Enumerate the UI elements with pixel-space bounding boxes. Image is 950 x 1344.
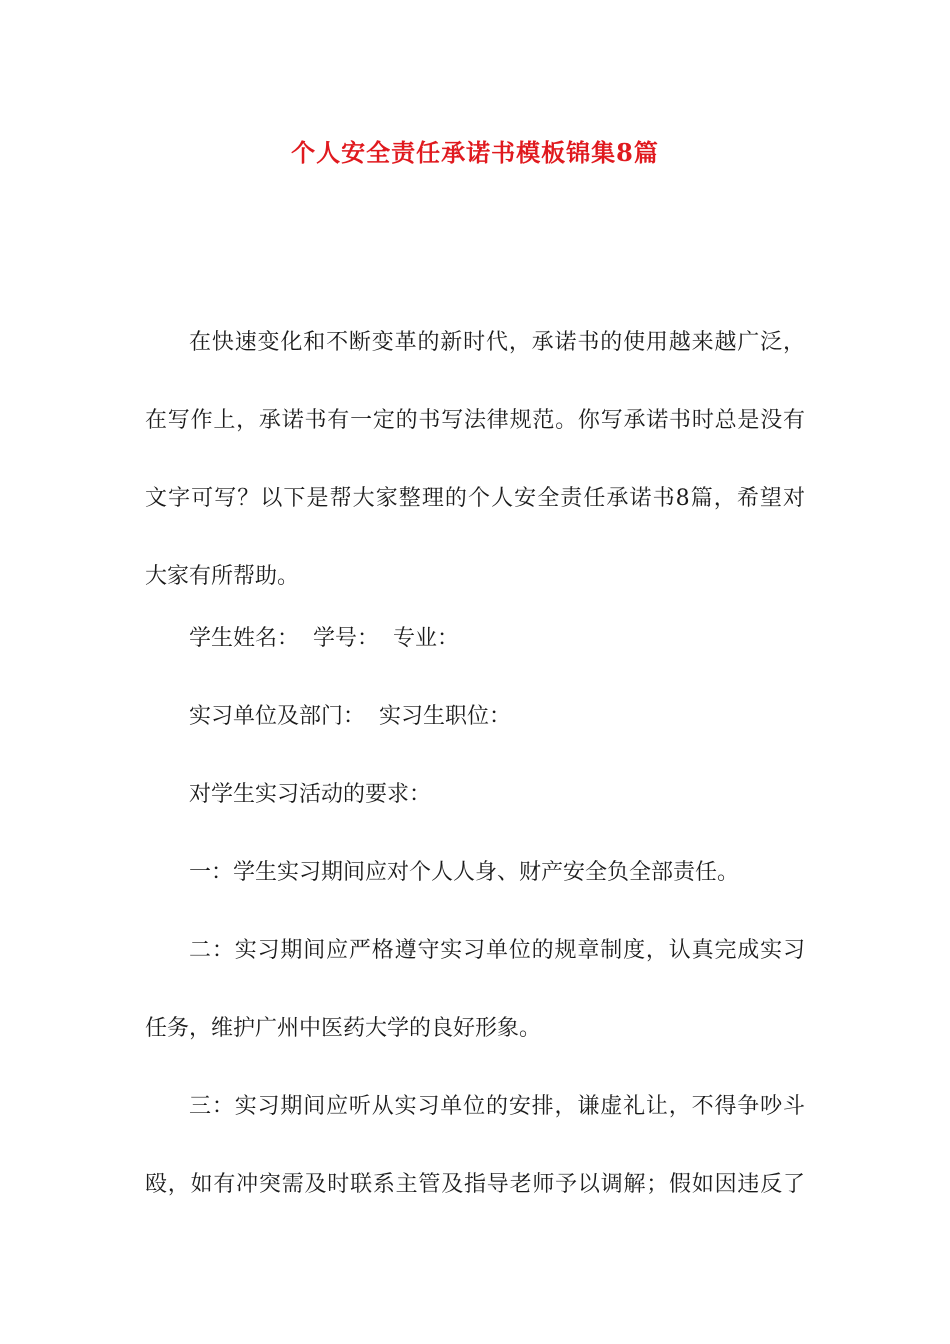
student-fields: 学生姓名： 学号： 专业： [189, 626, 459, 651]
requirement-item-2 [145, 932, 805, 1048]
unit-info-line [145, 698, 805, 736]
requirement-1-line-1: 一：学生实习期间应对个人人身、财产安全负全部责任。 [189, 860, 740, 885]
requirements-heading [145, 776, 805, 814]
requirement-item-1 [145, 854, 805, 892]
intro-line-2: 在写作上，承诺书有一定的书写法律规范。你写承诺书时总是没有 [145, 408, 805, 433]
document-title: 个人安全责任承诺书模板锦集8篇 [291, 138, 659, 167]
intro-line-1: 在快速变化和不断变革的新时代，承诺书的使用越来越广泛， [189, 330, 805, 355]
requirement-item-3 [145, 1088, 805, 1204]
requirement-3-line-1: 三：实习期间应听从实习单位的安排，谦虚礼让，不得争吵斗 [189, 1094, 805, 1119]
requirement-2-line-1: 二：实习期间应严格遵守实习单位的规章制度，认真完成实习 [189, 938, 805, 963]
intro-line-4: 大家有所帮助。 [145, 564, 300, 589]
intro-line-3: 文字可写？以下是帮大家整理的个人安全责任承诺书8篇，希望对 [145, 486, 805, 511]
student-info-line [145, 620, 805, 658]
intro-paragraph [145, 324, 805, 596]
requirements-heading-text: 对学生实习活动的要求： [189, 782, 432, 807]
unit-fields: 实习单位及部门： 实习生职位： [189, 704, 511, 729]
requirement-3-line-2: 殴，如有冲突需及时联系主管及指导老师予以调解；假如因违反了 [145, 1172, 805, 1197]
requirement-2-line-2: 任务，维护广州中医药大学的良好形象。 [145, 1016, 542, 1041]
